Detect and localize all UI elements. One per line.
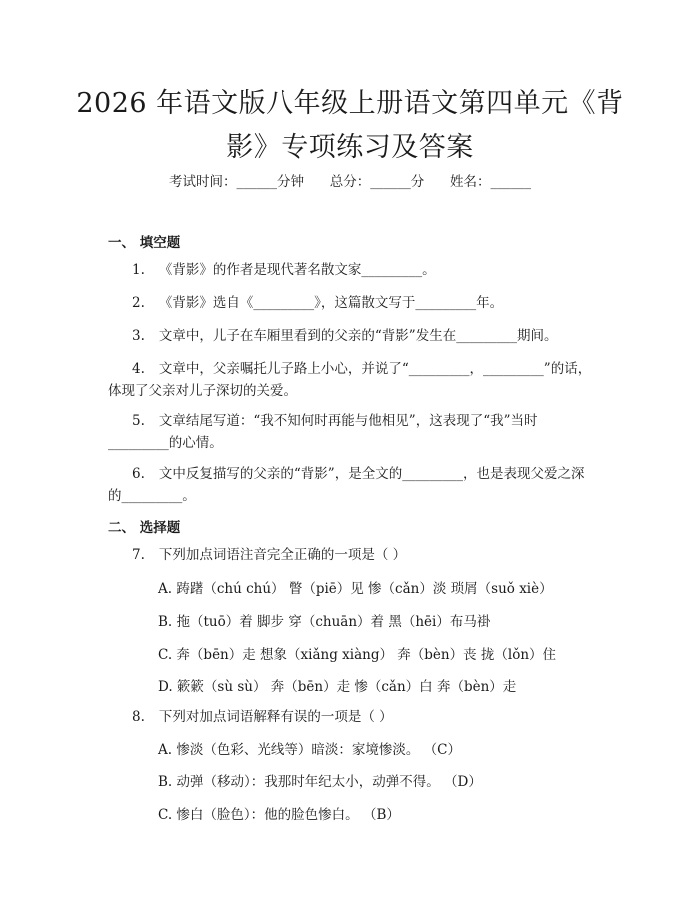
exam-meta-line: 考试时间：______分钟 总分：______分 姓名：______ xyxy=(169,174,531,190)
question-text: 文中反复描写的父亲的“背影”，是全文的_________，也是表现父爱之深的_________。 xyxy=(108,466,585,504)
question-text: 下列加点词语注音完全正确的一项是（ ） xyxy=(158,547,407,563)
question-2 xyxy=(108,292,596,314)
question-8 xyxy=(108,706,596,728)
question-6 xyxy=(108,463,596,507)
question-number: 1. xyxy=(132,262,145,278)
q7-option-a: A. 踌躇（chú chú） 瞥（piē）见 惨（cǎn）淡 琐屑（suǒ xiè） xyxy=(158,581,553,597)
section-heading-fill-in: 一、 填空题 xyxy=(108,235,181,251)
question-text: 《背影》选自《_________》，这篇散文写于_________年。 xyxy=(158,295,504,311)
question-text: 《背影》的作者是现代著名散文家_________。 xyxy=(158,262,436,278)
q8-option-c: C. 惨白（脸色）：他的脸色惨白。 （B） xyxy=(158,807,400,823)
question-number: 4. xyxy=(132,361,145,377)
question-text: 文章中，儿子在车厢里看到的父亲的“背影”发生在_________期间。 xyxy=(158,328,558,344)
q8-option-a: A. 惨淡（色彩、光线等）暗淡：家境惨淡。 （C） xyxy=(158,742,461,758)
question-text: 文章结尾写道：“我不知何时再能与他相见”，这表现了“我”当时_________的心情。 xyxy=(108,413,538,451)
section-heading-multiple-choice: 二、 选择题 xyxy=(108,520,181,536)
question-number: 6. xyxy=(132,466,145,482)
question-5 xyxy=(108,410,596,454)
q8-option-b: B. 动弹（移动）：我那时年纪太小，动弹不得。 （D） xyxy=(158,774,482,790)
question-3 xyxy=(108,325,596,347)
question-7 xyxy=(108,544,596,566)
question-number: 8. xyxy=(132,709,145,725)
q7-option-b: B. 拖（tuō）着 脚步 穿（chuān）着 黑（hēi）布马褂 xyxy=(158,614,491,630)
q7-option-d: D. 簌簌（sù sù） 奔（bēn）走 惨（cǎn）白 奔（bèn）走 xyxy=(158,679,517,695)
question-text: 文章中，父亲嘱托儿子路上小心，并说了“_________，_________”的话，体现了父亲对儿子深切的关爱。 xyxy=(108,361,592,399)
question-number: 2. xyxy=(132,295,145,311)
document-title xyxy=(60,82,640,170)
question-number: 3. xyxy=(132,328,145,344)
title-line-1: 2026 年语文版八年级上册语文第四单元《背 xyxy=(76,88,624,119)
q7-option-c: C. 奔（bēn）走 想象（xiǎng xiàng） 奔（bèn）丧 拢（lǒn）住 xyxy=(158,647,557,663)
question-4 xyxy=(108,358,596,402)
question-1 xyxy=(108,259,596,281)
question-text: 下列对加点词语解释有误的一项是（ ） xyxy=(158,709,393,725)
question-number: 7. xyxy=(132,547,145,563)
question-number: 5. xyxy=(132,413,145,429)
title-line-2: 影》专项练习及答案 xyxy=(226,132,474,163)
